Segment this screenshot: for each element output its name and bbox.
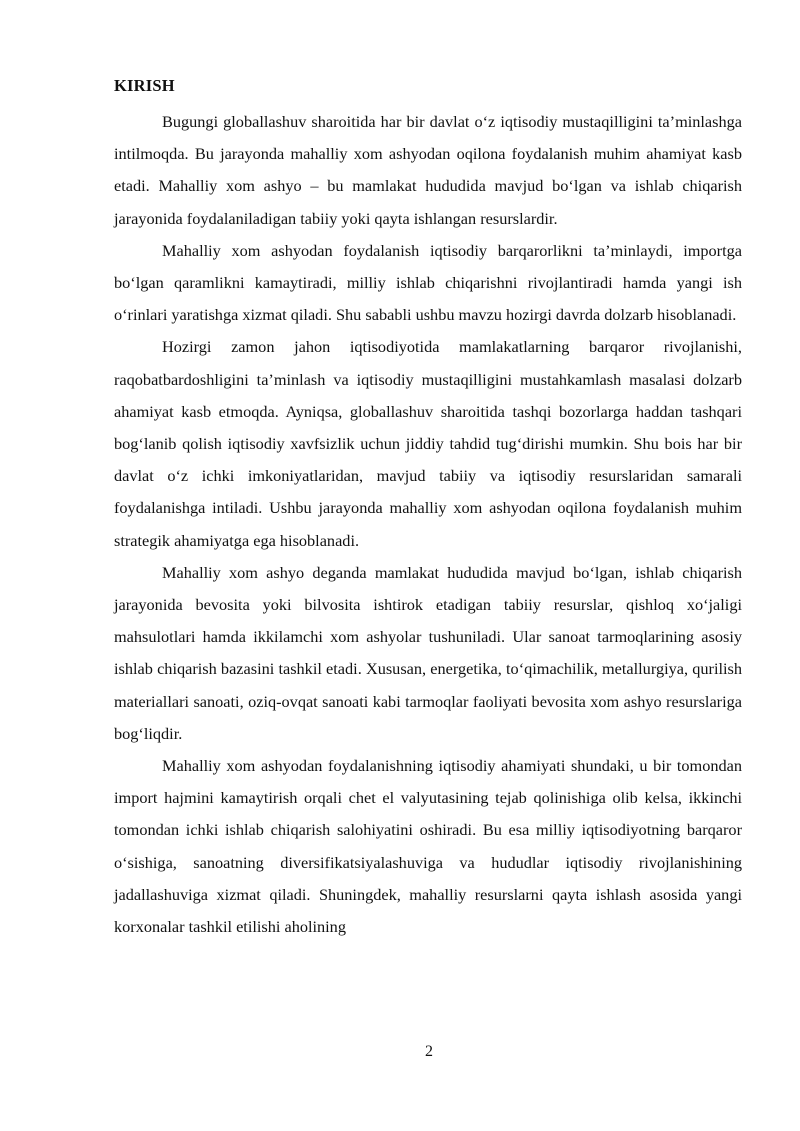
page-number: 2 — [425, 1043, 433, 1060]
page-content — [114, 74, 742, 943]
paragraph-1: Bugungi globallashuv sharoitida har bir davlat o‘z iqtisodiy mustaqilligini ta’minlashga intilmoqda. Bu jarayonda mahalliy xom ashyodan oqilona foydalanish muhim ahamiyat kasb etadi. Mahalliy xom ashyo – bu mamlakat hududida mavjud bo‘lgan va ishlab chiqarish jarayonida foydalaniladigan tabiiy yoki qayta ishlangan resurslardir. — [114, 112, 742, 228]
section-heading: KIRISH — [114, 76, 175, 95]
paragraph-3: Hozirgi zamon jahon iqtisodiyotida mamlakatlarning barqaror rivojlanishi, raqobatbardoshligini ta’minlash va iqtisodiy mustaqilligini mustahkamlash masalasi dolzarb ahamiyat kasb etmoqda. Ayniqsa, globallashuv sharoitida tashqi bozorlarga haddan tashqari bog‘lanib qolish iqtisodiy xavfsizlik uchun jiddiy tahdid tug‘dirishi mumkin. Shu bois har bir davlat o‘z ichki imkoniyatlaridan, mavjud tabiiy va iqtisodiy resurslaridan samarali foydalanishga intiladi. Ushbu jarayonda mahalliy xom ashyodan oqilona foydalanish muhim strategik ahamiyatga ega hisoblanadi. — [114, 337, 742, 550]
paragraph-2: Mahalliy xom ashyodan foydalanish iqtisodiy barqarorlikni ta’minlaydi, importga bo‘lgan qaramlikni kamaytiradi, milliy ishlab chiqarishni rivojlantiradi hamda yangi ish o‘rinlari yaratishga xizmat qiladi. Shu sababli ushbu mavzu hozirgi davrda dolzarb hisoblanadi. — [114, 240, 742, 325]
paragraph-5: Mahalliy xom ashyodan foydalanishning iqtisodiy ahamiyati shundaki, u bir tomondan import hajmini kamaytirish orqali chet el valyutasining tejab qolinishiga olib kelsa, ikkinchi tomondan ichki ishlab chiqarish salohiyatini oshiradi. Bu esa milliy iqtisodiyotning barqaror o‘sishiga, sanoatning diversifikatsiyalashuviga va hududlar iqtisodiy rivojlanishining jadallashuviga xizmat qiladi. Shuningdek, mahalliy resurslarni qayta ishlash asosida yangi korxonalar tashkil etilishi aholining — [114, 756, 742, 937]
paragraph-4: Mahalliy xom ashyo deganda mamlakat hududida mavjud bo‘lgan, ishlab chiqarish jarayonida bevosita yoki bilvosita ishtirok etadigan tabiiy resurslar, qishloq xo‘jaligi mahsulotlari hamda ikkilamchi xom ashyolar tushuniladi. Ular sanoat tarmoqlarining asosiy ishlab chiqarish bazasini tashkil etadi. Xususan, energetika, to‘qimachilik, metallurgiya, qurilish materiallari sanoati, oziq-ovqat sanoati kabi tarmoqlar faoliyati bevosita xom ashyo resurslariga bog‘liqdir. — [114, 562, 742, 743]
